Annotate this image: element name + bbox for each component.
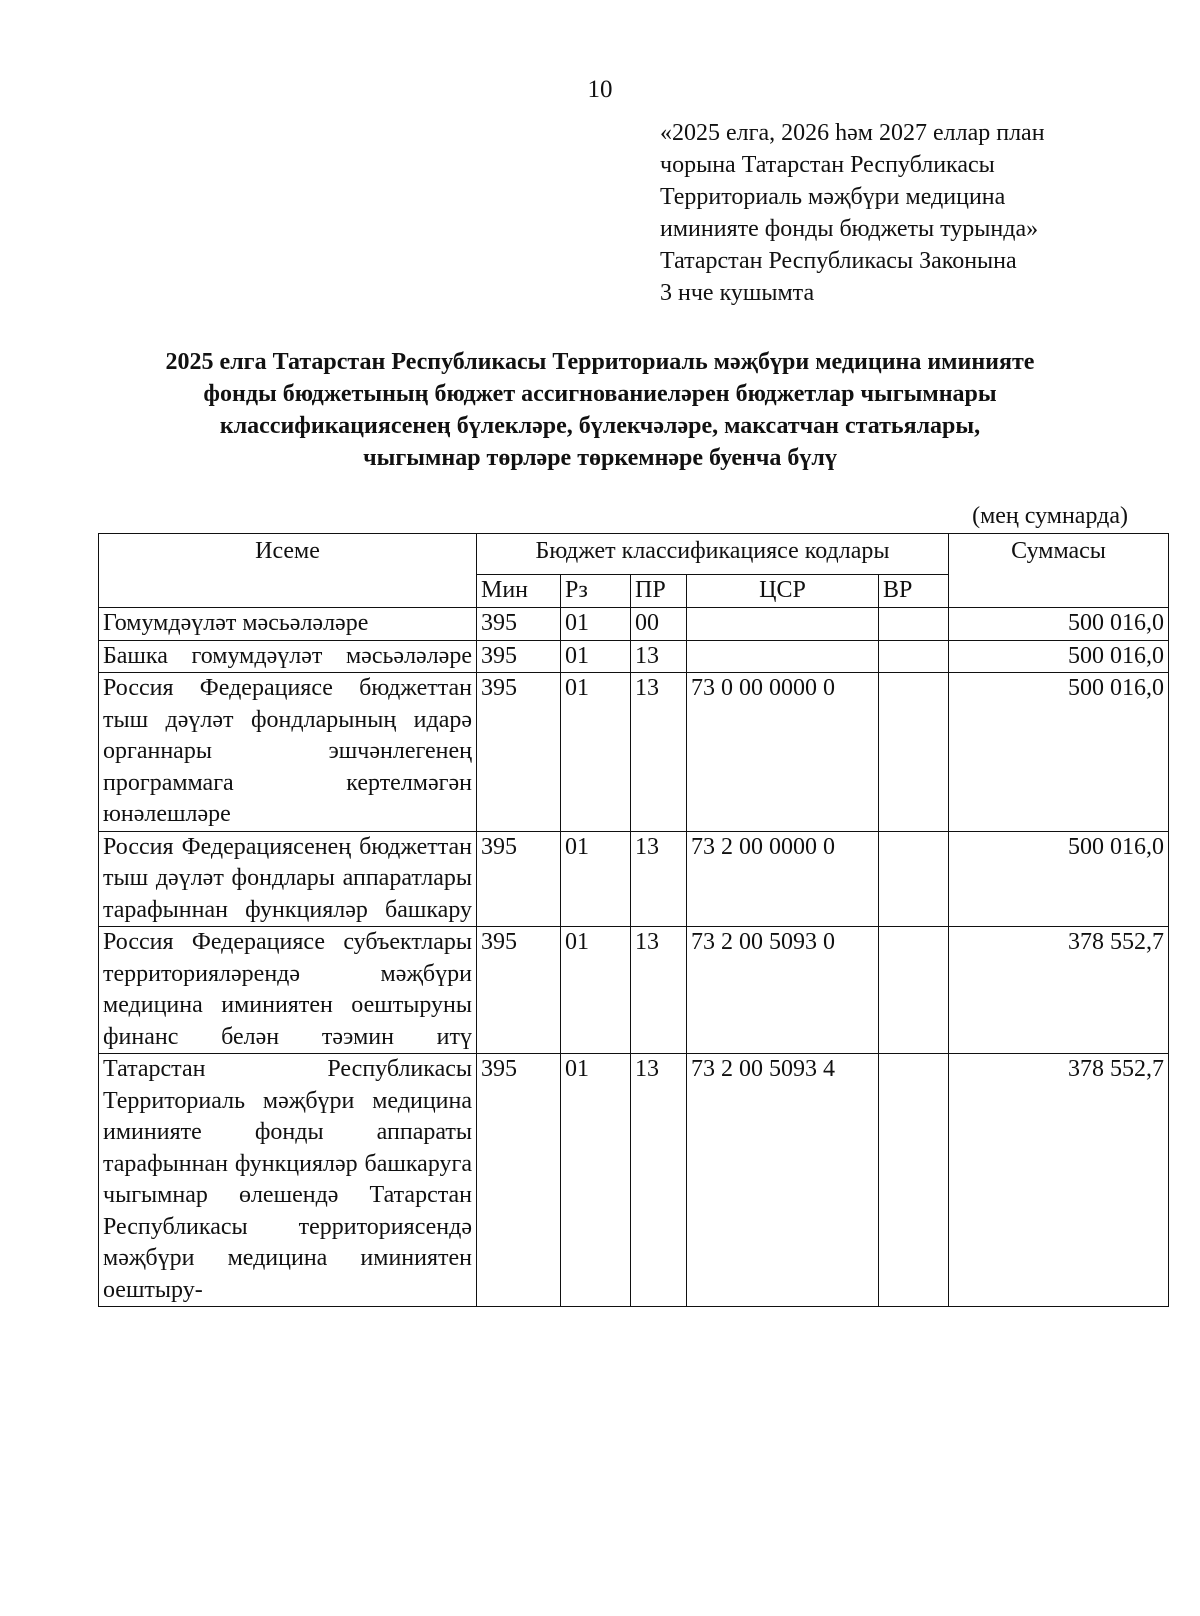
row-csr xyxy=(687,608,879,641)
header-name: Исеме xyxy=(99,534,477,608)
row-vr xyxy=(879,640,949,673)
row-rz: 01 xyxy=(561,608,631,641)
row-csr xyxy=(687,640,879,673)
row-pr: 13 xyxy=(631,673,687,832)
row-amount: 500 016,0 xyxy=(949,831,1169,927)
row-rz: 01 xyxy=(561,673,631,832)
row-name: Россия Федерациясенең бюджеттан тыш дәүләт фондлары аппаратлары тарафыннан функцияләр башкару xyxy=(99,831,477,927)
header-amount: Суммасы xyxy=(949,534,1169,608)
header-codes: Бюджет классификациясе кодлары xyxy=(477,534,949,575)
row-amount: 378 552,7 xyxy=(949,927,1169,1054)
row-csr: 73 2 00 0000 0 xyxy=(687,831,879,927)
annex-reference xyxy=(660,117,1180,309)
header-min: Мин xyxy=(477,575,561,608)
header-vr: ВР xyxy=(879,575,949,608)
row-name: Россия Федерациясе субъектлары территорияләрендә мәҗбүри медицина иминиятен оештыруны финанс белән тәэмин итү xyxy=(99,927,477,1054)
row-vr xyxy=(879,673,949,832)
row-csr: 73 2 00 5093 0 xyxy=(687,927,879,1054)
table-row xyxy=(99,927,1169,1054)
header-rz: Рз xyxy=(561,575,631,608)
annex-line: «2025 елга, 2026 һәм 2027 еллар план xyxy=(660,120,1045,146)
row-vr xyxy=(879,927,949,1054)
row-rz: 01 xyxy=(561,927,631,1054)
table-row xyxy=(99,673,1169,832)
row-csr: 73 0 00 0000 0 xyxy=(687,673,879,832)
table-row xyxy=(99,831,1169,927)
row-pr: 00 xyxy=(631,608,687,641)
row-amount: 500 016,0 xyxy=(949,608,1169,641)
title-line: классификациясенең бүлекләре, бүлекчәләре, максатчан статьялары, xyxy=(219,413,981,439)
row-amount: 500 016,0 xyxy=(949,673,1169,832)
annex-line: Татарстан Республикасы Законына xyxy=(660,248,1017,274)
row-amount: 500 016,0 xyxy=(949,640,1169,673)
row-csr: 73 2 00 5093 4 xyxy=(687,1054,879,1307)
row-rz: 01 xyxy=(561,1054,631,1307)
row-min: 395 xyxy=(477,1054,561,1307)
table-row xyxy=(99,1054,1169,1307)
row-pr: 13 xyxy=(631,1054,687,1307)
annex-line: иминияте фонды бюджеты турында» xyxy=(660,216,1039,242)
page-number: 10 xyxy=(587,76,613,103)
row-min: 395 xyxy=(477,608,561,641)
row-pr: 13 xyxy=(631,831,687,927)
table-row xyxy=(99,640,1169,673)
row-pr: 13 xyxy=(631,927,687,1054)
row-vr xyxy=(879,831,949,927)
row-min: 395 xyxy=(477,640,561,673)
annex-line: 3 нче кушымта xyxy=(660,280,815,306)
row-name: Татарстан Республикасы Территориаль мәҗбүри медицина иминияте фонды аппараты тарафыннан функцияләр башкаруга чыгымнар өлешендә Татарстан Республикасы территориясендә мәҗбүри медицина иминиятен оештыру- xyxy=(99,1054,477,1307)
title-line: фонды бюджетының бюджет ассигнованиеләрен бюджетлар чыгымнары xyxy=(203,381,997,407)
row-name: Гомумдәүләт мәсьәләләре xyxy=(99,608,477,641)
row-rz: 01 xyxy=(561,640,631,673)
annex-line: чорына Татарстан Республикасы xyxy=(660,152,995,178)
document-title xyxy=(60,346,1140,474)
row-pr: 13 xyxy=(631,640,687,673)
title-line: 2025 елга Татарстан Республикасы Территориаль мәҗбүри медицина иминияте xyxy=(165,349,1035,375)
row-amount: 378 552,7 xyxy=(949,1054,1169,1307)
header-pr: ПР xyxy=(631,575,687,608)
row-vr xyxy=(879,608,949,641)
budget-table xyxy=(98,533,1169,1307)
row-vr xyxy=(879,1054,949,1307)
header-csr: ЦСР xyxy=(687,575,879,608)
row-name: Башка гомумдәүләт мәсьәләләре xyxy=(99,640,477,673)
row-min: 395 xyxy=(477,927,561,1054)
annex-line: Территориаль мәҗбүри медицина xyxy=(660,184,1006,210)
row-rz: 01 xyxy=(561,831,631,927)
table-row xyxy=(99,608,1169,641)
row-min: 395 xyxy=(477,673,561,832)
row-name: Россия Федерациясе бюджеттан тыш дәүләт фондларының идарә органнары эшчәнлегенең программага кертелмәгән юнәлешләре xyxy=(99,673,477,832)
row-min: 395 xyxy=(477,831,561,927)
title-line: чыгымнар төрләре төркемнәре буенча бүлү xyxy=(363,445,837,471)
units-note: (мең сумнарда) xyxy=(972,503,1128,529)
